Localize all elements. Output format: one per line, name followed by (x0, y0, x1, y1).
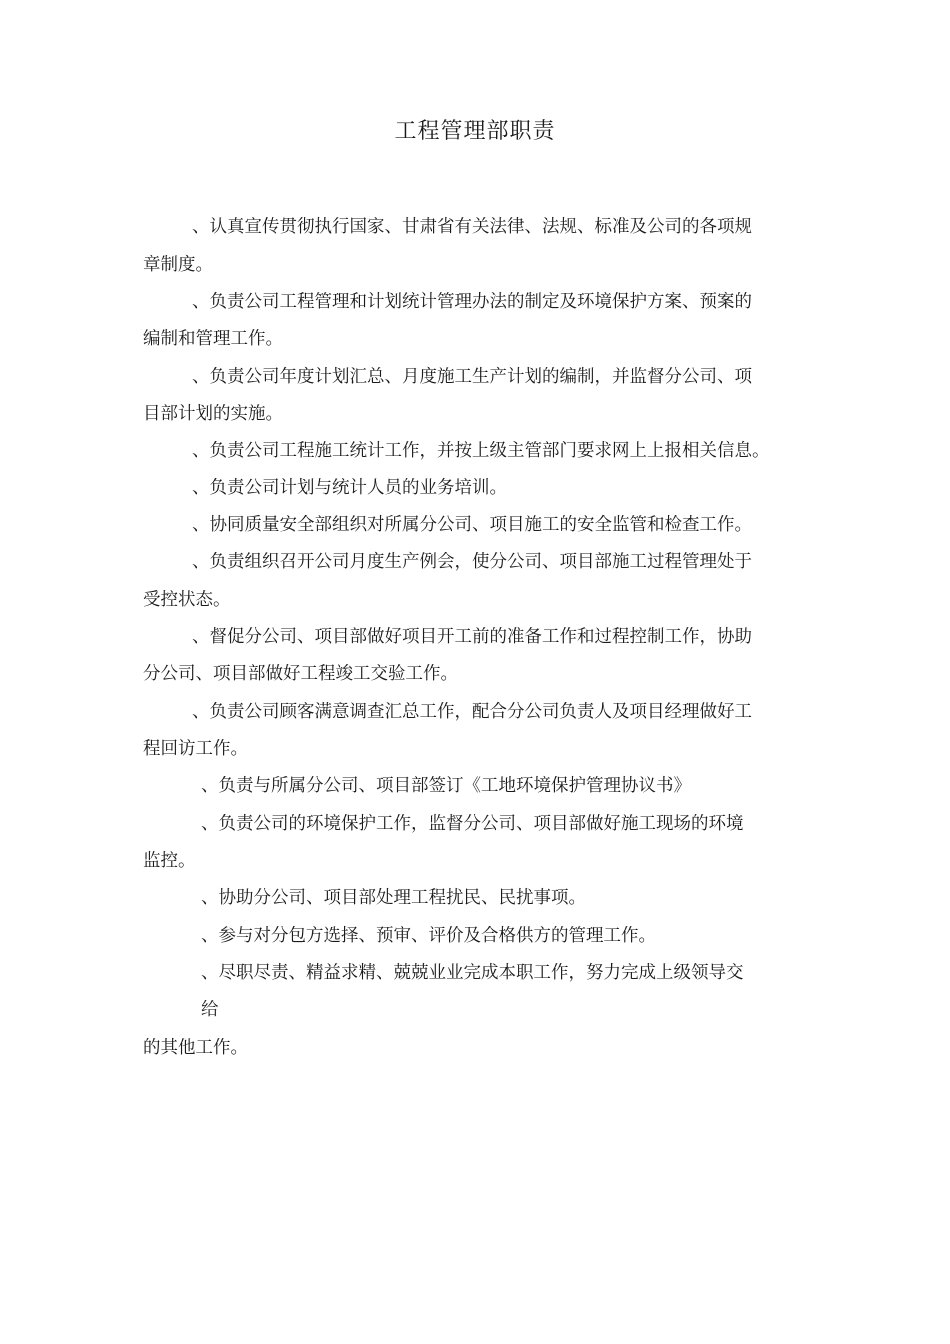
duty-12-line-1: 、协助分公司、项目部处理工程扰民、民扰事项。 (201, 888, 586, 908)
duty-1-line-2: 章制度。 (143, 255, 213, 275)
duty-11-line-2: 监控。 (143, 851, 196, 871)
duty-14-line-3: 的其他工作。 (143, 1038, 248, 1058)
duty-5-line-1: 、负责公司计划与统计人员的业务培训。 (192, 478, 507, 498)
duty-7-line-2: 受控状态。 (143, 590, 231, 610)
duty-3-line-1: 、负责公司年度计划汇总、月度施工生产计划的编制，并监督分公司、项 (192, 367, 752, 387)
duty-2-line-2: 编制和管理工作。 (143, 329, 283, 349)
duty-8-line-2: 分公司、项目部做好工程竣工交验工作。 (143, 664, 458, 684)
duty-8-line-1: 、督促分公司、项目部做好项目开工前的准备工作和过程控制工作，协助 (192, 627, 752, 647)
duty-1-line-1: 、认真宣传贯彻执行国家、甘肃省有关法律、法规、标准及公司的各项规 (192, 217, 752, 237)
duty-4-line-1: 、负责公司工程施工统计工作，并按上级主管部门要求网上上报相关信息。 (192, 441, 770, 461)
duty-7-line-1: 、负责组织召开公司月度生产例会，使分公司、项目部施工过程管理处于 (192, 552, 752, 572)
duty-10-line-1: 、负责与所属分公司、项目部签订《工地环境保护管理协议书》 (201, 776, 691, 796)
duty-11-line-1: 、负责公司的环境保护工作，监督分公司、项目部做好施工现场的环境 (201, 814, 744, 834)
duty-13-line-1: 、参与对分包方选择、预审、评价及合格供方的管理工作。 (201, 926, 656, 946)
duty-14-line-2: 给 (201, 1000, 219, 1020)
duty-2-line-1: 、负责公司工程管理和计划统计管理办法的制定及环境保护方案、预案的 (192, 292, 752, 312)
duty-14-line-1: 、尽职尽责、精益求精、兢兢业业完成本职工作，努力完成上级领导交 (201, 963, 744, 983)
duty-9-line-1: 、负责公司顾客满意调查汇总工作，配合分公司负责人及项目经理做好工 (192, 702, 752, 722)
duty-6-line-1: 、协同质量安全部组织对所属分公司、项目施工的安全监管和检查工作。 (192, 515, 752, 535)
duty-3-line-2: 目部计划的实施。 (143, 404, 283, 424)
page-title: 工程管理部职责 (394, 119, 556, 144)
duty-9-line-2: 程回访工作。 (143, 739, 248, 759)
